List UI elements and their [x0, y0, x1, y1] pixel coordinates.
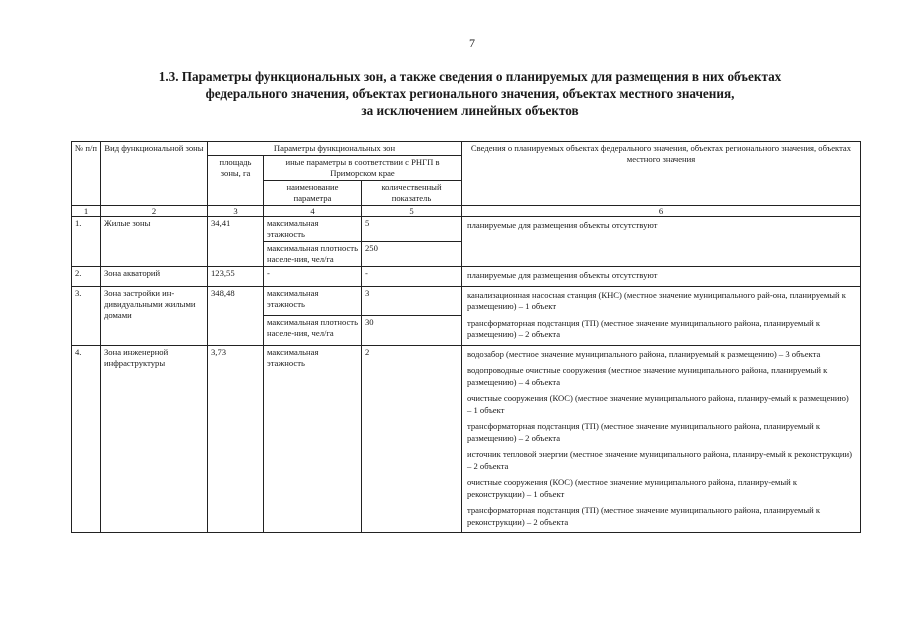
column-numbers-row — [72, 206, 861, 217]
header-objects: Сведения о планируемых объектах федерального значения, объектах регионального значения, объектах местного значения — [462, 142, 861, 206]
object-item: трансформаторная подстанция (ТП) (местное значение муниципального района, планируемый к размещению) – 2 объекта — [467, 421, 821, 443]
row-num: 4. — [72, 345, 101, 533]
param-name: максимальная этажность — [264, 217, 362, 242]
param-name: максимальная этажность — [264, 345, 362, 533]
header-param-value: количественный показатель — [362, 181, 462, 206]
param-name: максимальная этажность — [264, 286, 362, 316]
row-zone: Зона застройки ин-дивидуальными жилыми домами — [101, 286, 208, 345]
object-item: очистные сооружения (КОС) (местное значение муниципального района, планиру-емый к размещению) – 1 объект — [467, 393, 849, 415]
object-item: канализационная насосная станция (КНС) (местное значение муниципального рай-она, планируемый к размещению) – 1 объект — [467, 289, 846, 311]
row-area: 34,41 — [208, 217, 264, 267]
param-value: - — [362, 267, 462, 287]
row-num: 2. — [72, 267, 101, 287]
column-number: 5 — [362, 206, 462, 217]
section-title-line-3: за исключением линейных объектов — [361, 103, 579, 118]
row-zone: Зона инженерной инфраструктуры — [101, 345, 208, 533]
column-number: 1 — [72, 206, 101, 217]
object-item: трансформаторная подстанция (ТП) (местное значение муниципального района, планируемый к размещению) – 2 объекта — [467, 317, 821, 339]
column-number: 3 — [208, 206, 264, 217]
row-zone: Зона акваторий — [101, 267, 208, 287]
page-number: 7 — [469, 36, 475, 50]
row-area: 3,73 — [208, 345, 264, 533]
table-row — [72, 286, 861, 316]
param-value: 250 — [362, 242, 462, 267]
table-row — [72, 267, 861, 287]
row-objects — [462, 267, 861, 287]
section-title-line-2: федерального значения, объектах регионального значения, объектах местного значения, — [205, 86, 735, 101]
row-objects — [462, 345, 861, 533]
param-name: - — [264, 267, 362, 287]
header-area: площадь зоны, га — [208, 156, 264, 206]
header-zone-type: Вид функциональной зоны — [101, 142, 208, 206]
param-value: 2 — [362, 345, 462, 533]
section-title — [100, 68, 840, 119]
header-other-params: иные параметры в соответствии с РНГП в Приморском крае — [264, 156, 462, 181]
object-item: трансформаторная подстанция (ТП) (местное значение муниципального района, планируемый к реконструкции) – 2 объекта — [467, 505, 821, 527]
table-row — [72, 217, 861, 242]
row-objects — [462, 286, 861, 345]
row-objects — [462, 217, 861, 267]
header-params-group: Параметры функциональных зон — [208, 142, 462, 156]
row-zone: Жилые зоны — [101, 217, 208, 267]
row-area: 348,48 — [208, 286, 264, 345]
row-num: 1. — [72, 217, 101, 267]
row-num: 3. — [72, 286, 101, 345]
column-number: 6 — [462, 206, 861, 217]
param-value: 30 — [362, 316, 462, 346]
object-item: планируемые для размещения объекты отсутствуют — [467, 270, 658, 280]
object-item: водозабор (местное значение муниципального района, планируемый к размещению) – 3 объекта — [467, 348, 821, 359]
param-name: максимальная плотность населе-ния, чел/га — [264, 242, 362, 267]
column-number: 4 — [264, 206, 362, 217]
object-item: планируемые для размещения объекты отсутствуют — [467, 220, 658, 230]
object-item: источник тепловой энергии (местное значение муниципального района, планиру-емый к реконструкции) – 2 объекта — [467, 449, 852, 471]
param-value: 5 — [362, 217, 462, 242]
object-item: водопроводные очистные сооружения (местное значение муниципального района, планируемый к размещению) – 4 объекта — [467, 365, 828, 387]
header-param-name: наименование параметра — [264, 181, 362, 206]
column-number: 2 — [101, 206, 208, 217]
row-area: 123,55 — [208, 267, 264, 287]
object-item: очистные сооружения (КОС) (местное значение муниципального района, планиру-емый к реконструкции) – 1 объект — [467, 477, 798, 499]
param-name: максимальная плотность населе-ния, чел/га — [264, 316, 362, 346]
functional-zones-table — [71, 141, 861, 533]
table-row — [72, 345, 861, 533]
header-num: № п/п — [72, 142, 101, 206]
param-value: 3 — [362, 286, 462, 316]
section-title-line-1: 1.3. Параметры функциональных зон, а также сведения о планируемых для размещения в них объектах — [158, 69, 782, 84]
